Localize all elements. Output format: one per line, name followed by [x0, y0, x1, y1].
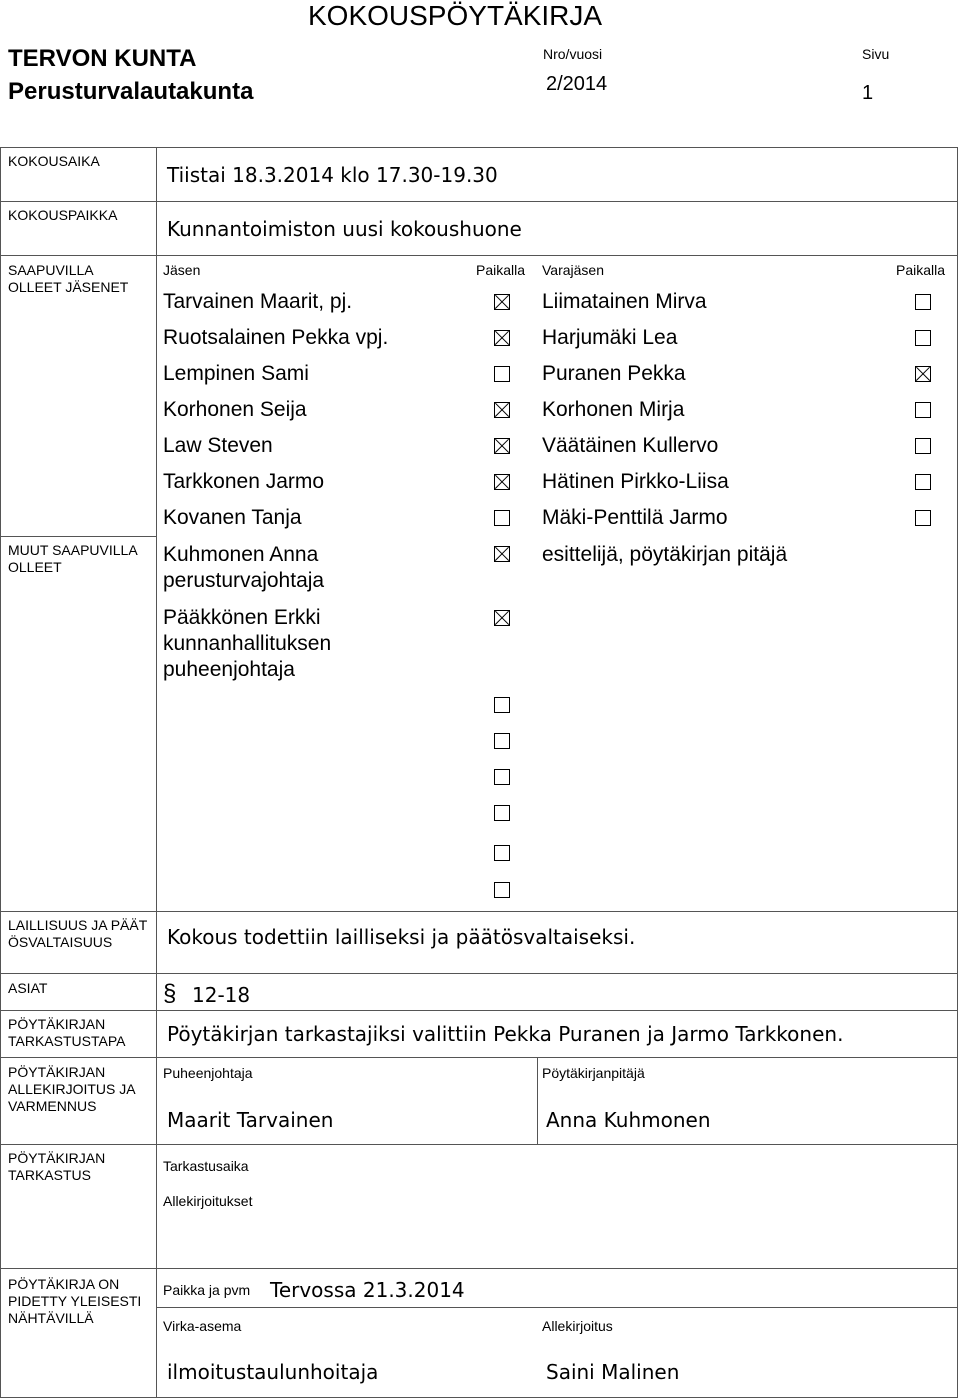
row-sep [0, 1144, 958, 1145]
other-title: perusturvajohtaja [163, 569, 325, 592]
member-present-checkbox[interactable] [494, 474, 510, 490]
col-member-header: Jäsen [163, 262, 201, 278]
position-value: ilmoitustaulunhoitaja [167, 1360, 379, 1384]
signature-value: Saini Malinen [546, 1360, 680, 1384]
deputy-name: Väätäinen Kullervo [542, 434, 719, 457]
org-name: TERVON KUNTA [8, 45, 197, 72]
secretary-value: Anna Kuhmonen [546, 1108, 711, 1132]
col-present-header: Paikalla [476, 262, 526, 278]
deputy-name: Liimatainen Mirva [542, 290, 707, 313]
empty-checkbox[interactable] [494, 805, 510, 821]
deputy-name: Mäki-Penttilä Jarmo [542, 506, 728, 529]
items-value: 12-18 [192, 983, 251, 1007]
member-present-checkbox[interactable] [494, 510, 510, 526]
row-sep [0, 1010, 958, 1011]
member-present-checkbox[interactable] [494, 294, 510, 310]
col-present2-header: Paikalla [896, 262, 946, 278]
meeting-time-value: Tiistai 18.3.2014 klo 17.30-19.30 [167, 163, 498, 187]
deputy-present-checkbox[interactable] [915, 294, 931, 310]
section-symbol: § [163, 980, 177, 1007]
other-title: kunnanhallituksen puheenjohtaja [163, 632, 332, 681]
member-present-checkbox[interactable] [494, 438, 510, 454]
deputy-present-checkbox[interactable] [915, 402, 931, 418]
col-deputy-header: Varajäsen [542, 262, 605, 278]
member-name: Korhonen Seija [163, 398, 307, 421]
deputy-name: Hätinen Pirkko-Liisa [542, 470, 729, 493]
meeting-place-value: Kunnantoimiston uusi kokoushuone [167, 217, 522, 241]
frame-bottom [0, 1397, 958, 1398]
row-sep [0, 1057, 958, 1058]
review-method-value: Pöytäkirjan tarkastajiksi valittiin Pekka Puranen ja Jarmo Tarkkonen. [167, 1022, 844, 1046]
others-label: MUUT SAAPUVILLA OLLEET [8, 542, 137, 575]
member-name: Tarkkonen Jarmo [163, 470, 325, 493]
signing-divider [537, 1057, 538, 1145]
row-sep [0, 255, 958, 256]
review-label: PÖYTÄKIRJAN TARKASTUS [8, 1150, 106, 1183]
board-name: Perusturvalautakunta [8, 78, 254, 105]
deputy-present-checkbox[interactable] [915, 366, 931, 382]
nro-label: Nro/vuosi [543, 46, 603, 62]
legality-value: Kokous todettiin lailliseksi ja päätösvaltaiseksi. [167, 925, 636, 949]
deputy-present-checkbox[interactable] [915, 330, 931, 346]
member-name: Tarvainen Maarit, pj. [163, 290, 353, 313]
deputy-present-checkbox[interactable] [915, 510, 931, 526]
chair-value: Maarit Tarvainen [167, 1108, 334, 1132]
doc-type-title: KOKOUSPÖYTÄKIRJA [308, 0, 603, 31]
review-method-label: PÖYTÄKIRJAN TARKASTUSTAPA [8, 1016, 126, 1049]
public-label: PÖYTÄKIRJA ON PIDETTY YLEISESTI NÄHTÄVILLÄ [8, 1276, 142, 1326]
other-present-checkbox[interactable] [494, 546, 510, 562]
meeting-time-label: KOKOUSAIKA [8, 153, 100, 169]
members-label: SAAPUVILLA OLLEET JÄSENET [8, 262, 129, 295]
member-name: Ruotsalainen Pekka vpj. [163, 326, 389, 349]
frame-left [0, 147, 1, 1398]
review-sign-label: Allekirjoitukset [163, 1193, 253, 1209]
member-present-checkbox[interactable] [494, 330, 510, 346]
secretary-label: Pöytäkirjanpitäjä [542, 1065, 645, 1081]
member-name: Law Steven [163, 434, 273, 457]
place-date-value: Tervossa 21.3.2014 [270, 1278, 465, 1302]
row-sep [0, 536, 157, 537]
empty-checkbox[interactable] [494, 769, 510, 785]
row-sep [0, 911, 958, 912]
empty-checkbox[interactable] [494, 733, 510, 749]
other-present-checkbox[interactable] [494, 610, 510, 626]
meeting-place-label: KOKOUSPAIKKA [8, 207, 118, 223]
signing-label: PÖYTÄKIRJAN ALLEKIRJOITUS JA VARMENNUS [8, 1064, 135, 1114]
signature-label: Allekirjoitus [542, 1318, 613, 1334]
member-present-checkbox[interactable] [494, 366, 510, 382]
deputy-name: Puranen Pekka [542, 362, 686, 385]
member-name: Lempinen Sami [163, 362, 309, 385]
other-note: esittelijä, pöytäkirjan pitäjä [542, 543, 788, 566]
row-sep [157, 1307, 958, 1308]
member-present-checkbox[interactable] [494, 402, 510, 418]
empty-checkbox[interactable] [494, 697, 510, 713]
row-sep [0, 201, 958, 202]
nro-value: 2/2014 [546, 73, 608, 95]
items-label: ASIAT [8, 980, 48, 996]
row-sep [0, 1268, 958, 1269]
row-sep [0, 973, 958, 974]
deputy-name: Korhonen Mirja [542, 398, 685, 421]
empty-checkbox[interactable] [494, 882, 510, 898]
other-name: Kuhmonen Anna [163, 543, 319, 566]
deputy-present-checkbox[interactable] [915, 438, 931, 454]
position-label: Virka-asema [163, 1318, 242, 1334]
frame-right [957, 147, 958, 1398]
place-date-label: Paikka ja pvm [163, 1282, 251, 1298]
chair-label: Puheenjohtaja [163, 1065, 253, 1081]
column-divider [156, 147, 157, 1398]
sivu-value: 1 [862, 82, 874, 104]
deputy-present-checkbox[interactable] [915, 474, 931, 490]
legality-label: LAILLISUUS JA PÄÄTÖSVALTAISUUS [8, 917, 148, 950]
other-name: Pääkkönen Erkki [163, 606, 321, 629]
deputy-name: Harjumäki Lea [542, 326, 678, 349]
review-time-label: Tarkastusaika [163, 1158, 249, 1174]
sivu-label: Sivu [862, 46, 890, 62]
member-name: Kovanen Tanja [163, 506, 302, 529]
empty-checkbox[interactable] [494, 845, 510, 861]
frame-top [0, 147, 958, 148]
